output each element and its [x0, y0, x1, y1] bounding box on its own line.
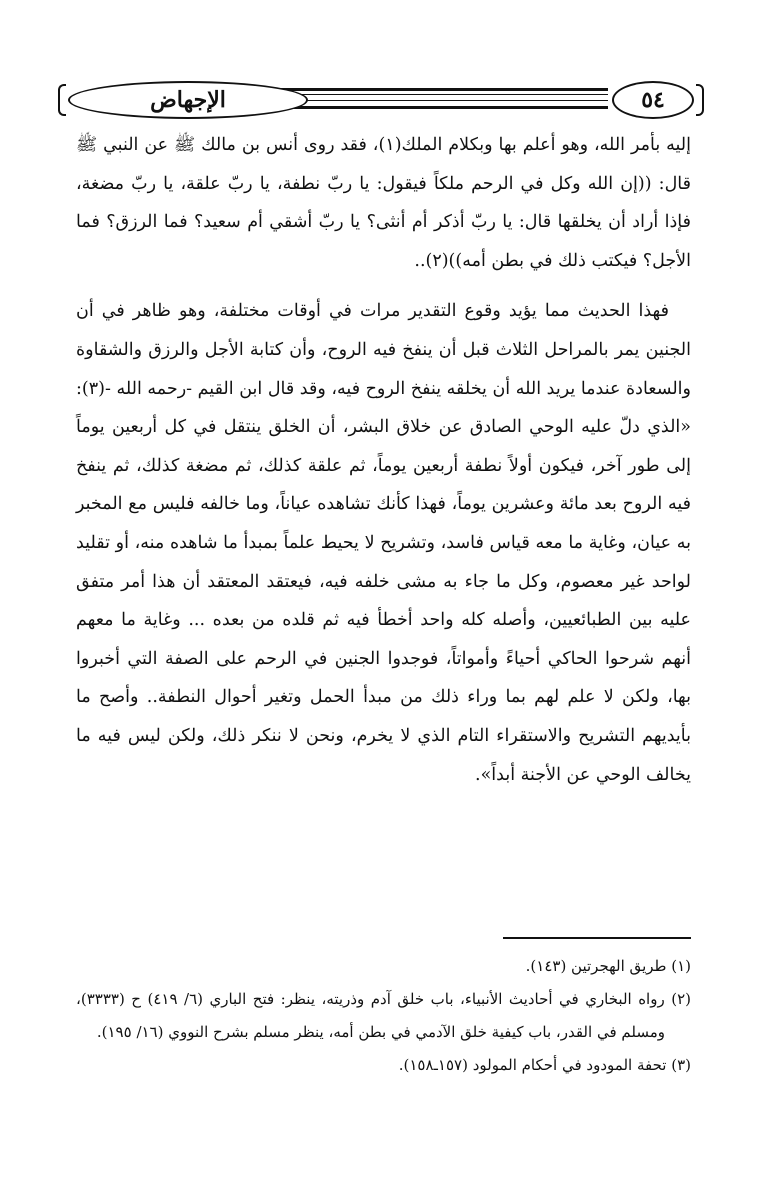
footnote-3: (٣) تحفة المودود في أحكام المولود (١٥٧ـ١٥٨).: [398, 1056, 691, 1074]
paragraph-2: فهذا الحديث مما يؤيد وقوع التقدير مرات في أوقات مختلفة، وهو ظاهر في أن الجنين يمر بالمراحل الثلاث قبل أن ينفخ فيه الروح، وأن كتابة الأجل والرزق والشقاوة والسعادة عندما يريد الله أن يخلقه ينفخ الروح فيه، وقد قال ابن القيم -رحمه الله -(٣): «الذي دلّ عليه الوحي الصادق عن خلاق البشر، أن الخلق ينتقل في كل أربعين يوماً إلى طور آخر، فيكون أولاً نطفة أربعين يوماً، ثم علقة كذلك، ثم مضغة كذلك، ثم ينفخ فيه الروح بعد مائة وعشرين يوماً، فهذا كأنك تشاهده عياناً، وما خالفه فليس مع المخبر به عيان، وغاية ما معه قياس فاسد، وتشريح لا يحيط علماً بمبدأ ما شاهده منه، أو تقليد لواحد غير معصوم، وكل ما جاء به مشى خلفه فيه، فيعتقد المعتقد أن هذا أمر متفق عليه بين الطبائعيين، وأصله كله واحد أخطأ فيه ثم قلده من بعده ... وغاية ما معهم أنهم شرحوا الحاكي أحياءً وأمواتاً، فوجدوا الجنين في الرحم على الصفة التي أخبروا بها، ولكن لا علم لهم بما وراء ذلك من مبدأ الحمل وتغير أحوال النطفة.. وأصح ما بأيديهم التشريح والاستقراء التام الذي لا يخرم، ونحن لا ننكر ذلك، ولكن ليس فيه ما يخالف الوحي عن الأجنة أبداً».: [76, 301, 691, 785]
main-text: [76, 126, 691, 794]
header-end-bracket: [58, 84, 66, 116]
running-title: الإجهاض: [68, 81, 308, 119]
footnote-1: (١) طريق الهجرتين (١٤٣).: [525, 957, 691, 975]
header-end-bracket: [696, 84, 704, 116]
footnote-2: (٢) رواه البخاري في أحاديث الأنبياء، باب خلق آدم وذريته، ينظر: فتح الباري (٦/ ٤١٩) ح (٣٣٣٣)، ومسلم في القدر، باب كيفية خلق الآدمي في بطن أمه، ينظر مسلم بشرح النووي (١٦/ ١٩٥).: [76, 990, 691, 1041]
footnotes: [76, 950, 691, 1082]
footnote-separator: [503, 937, 691, 939]
page-header: [58, 78, 704, 124]
page-number: ٥٤: [612, 81, 694, 119]
paragraph-1: إليه بأمر الله، وهو أعلم بها وبكلام الملك(١)، فقد روى أنس بن مالك ﷺ عن النبي ﷺ قال: ((إن الله وكل في الرحم ملكاً فيقول: يا ربّ نطفة، يا ربّ علقة، يا ربّ مضغة، فإذا أراد أن يخلقها قال: يا ربّ أذكر أم أنثى؟ يا ربّ أشقي أم سعيد؟ فما الرزق؟ فما الأجل؟ فيكتب ذلك في بطن أمه))(٢)..: [76, 135, 691, 271]
